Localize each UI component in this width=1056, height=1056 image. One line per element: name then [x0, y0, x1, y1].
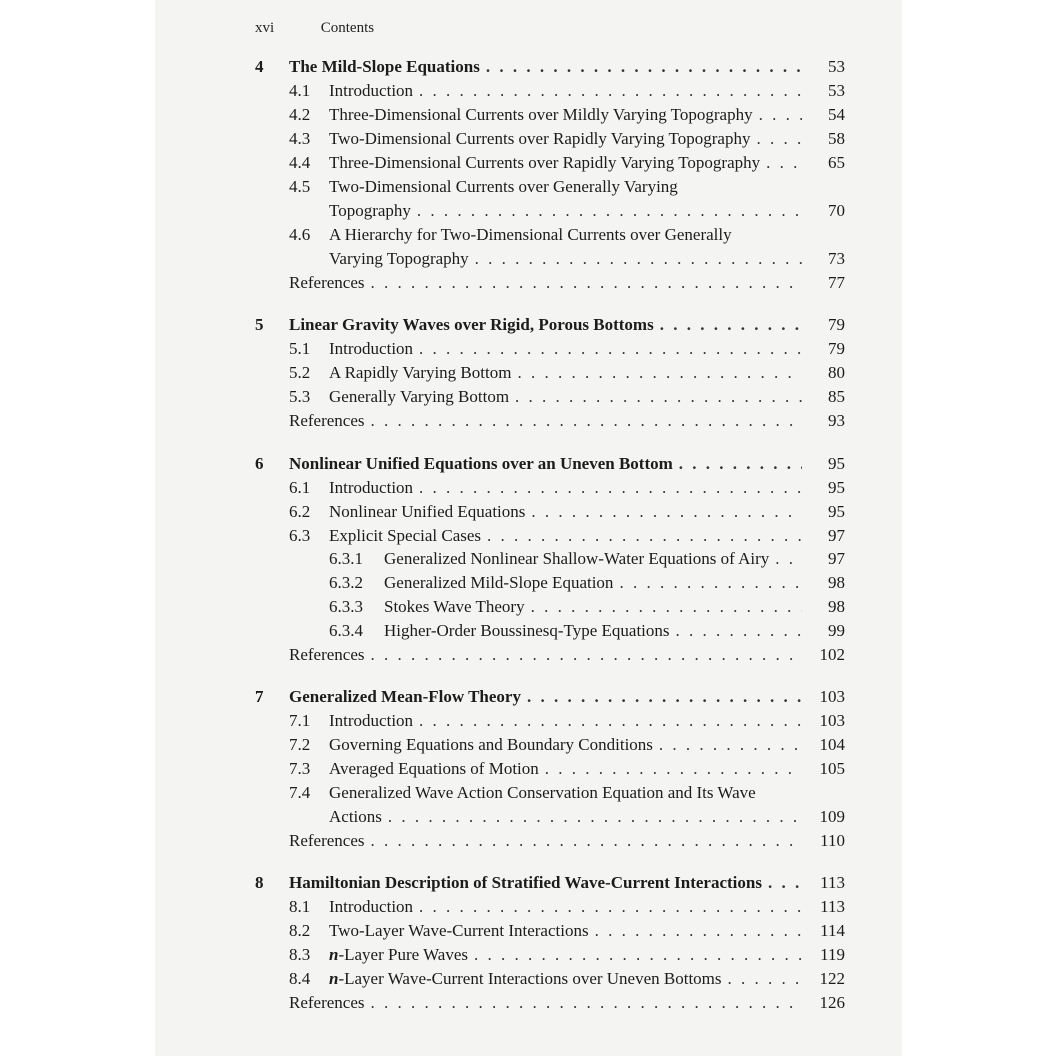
- toc-entry-title: Governing Equations and Boundary Conditions: [329, 735, 653, 754]
- toc-entry-row: [0, 547, 1056, 571]
- toc-page-number: 104: [819, 735, 845, 754]
- dot-leader: [728, 967, 802, 991]
- toc-page-number: 53: [828, 57, 845, 76]
- toc-entry-title: Actions: [329, 807, 382, 826]
- toc-entry-row: [0, 595, 1056, 619]
- toc-page-number: 98: [828, 597, 845, 616]
- toc-entry-row: [0, 476, 1056, 500]
- dot-leader: [527, 685, 802, 709]
- toc-entry-row: [0, 733, 1056, 757]
- dot-leader: [531, 500, 802, 524]
- dot-leader: [371, 271, 802, 295]
- toc-entry-row: [0, 223, 1056, 247]
- toc-entry-row: [0, 805, 1056, 829]
- toc-entry-title: Generalized Mild-Slope Equation: [384, 573, 614, 592]
- toc-entry-title: Generalized Mean-Flow Theory: [289, 687, 521, 706]
- toc-entry-number: 7.2: [289, 735, 311, 754]
- dot-leader: [545, 757, 802, 781]
- toc-entry-title: Introduction: [329, 711, 414, 730]
- toc-entry-row: [0, 103, 1056, 127]
- toc-entry-number: 4: [255, 57, 264, 76]
- toc-entry-row: [0, 385, 1056, 409]
- toc-entry-title: n-Layer Wave-Current Interactions over Uneven Bottoms: [329, 969, 722, 988]
- toc-entry-title: Generally Varying Bottom: [329, 387, 510, 406]
- toc-page-number: 105: [819, 759, 845, 778]
- toc-entry-row: [0, 757, 1056, 781]
- dot-leader: [775, 547, 802, 571]
- toc-page-number: 110: [820, 831, 845, 850]
- toc-entry-title: References: [289, 273, 365, 292]
- toc-entry-title: Explicit Special Cases: [329, 526, 482, 545]
- dot-leader: [486, 55, 802, 79]
- toc-page-number: 99: [828, 621, 845, 640]
- dot-leader: [515, 385, 802, 409]
- toc-entry-number: 6: [255, 454, 264, 473]
- toc-page-number: 113: [820, 873, 845, 892]
- dot-leader: [766, 151, 802, 175]
- toc-entry-row: [0, 619, 1056, 643]
- toc-page-number: 80: [828, 363, 845, 382]
- toc-entry-title: References: [289, 645, 365, 664]
- toc-entry-title: Varying Topography: [329, 249, 469, 268]
- toc-entry-number: 5.2: [289, 363, 311, 382]
- toc-entry-number: 8.2: [289, 921, 311, 940]
- dot-leader: [659, 733, 802, 757]
- toc-references-row: [0, 409, 1056, 433]
- toc-page-number: 102: [819, 645, 845, 664]
- toc-entry-title: Introduction: [329, 478, 414, 497]
- toc-entry-row: [0, 127, 1056, 151]
- toc-entry-number: 4.2: [289, 105, 311, 124]
- toc-page-number: 85: [828, 387, 845, 406]
- toc-entry-title: References: [289, 993, 365, 1012]
- dot-leader: [419, 709, 802, 733]
- toc-entry-title: References: [289, 411, 365, 430]
- dot-leader: [388, 805, 802, 829]
- toc-entry-number: 4.3: [289, 129, 311, 148]
- toc-entry-number: 7.1: [289, 711, 311, 730]
- toc-page-number: 73: [828, 249, 845, 268]
- toc-page-number: 97: [828, 549, 845, 568]
- toc-entry-number: 7: [255, 687, 264, 706]
- toc-page-number: 70: [828, 201, 845, 220]
- toc-page-number: 95: [828, 478, 845, 497]
- toc-page-number: 53: [828, 81, 845, 100]
- toc-page-number: 126: [819, 993, 845, 1012]
- toc-page-number: 97: [828, 526, 845, 545]
- toc-page-number: 103: [819, 711, 845, 730]
- toc-entry-number: 7.3: [289, 759, 311, 778]
- toc-entry-title: Higher-Order Boussinesq-Type Equations: [384, 621, 670, 640]
- toc-entry-title: Three-Dimensional Currents over Mildly Varying Topography: [329, 105, 753, 124]
- dot-leader: [595, 919, 802, 943]
- toc-page-number: 109: [819, 807, 845, 826]
- dot-leader: [419, 79, 802, 103]
- toc-entry-number: 4.4: [289, 153, 311, 172]
- toc-entry-number: 5: [255, 315, 264, 334]
- toc-entry-title: Three-Dimensional Currents over Rapidly Varying Topography: [329, 153, 761, 172]
- toc-page-number: 113: [820, 897, 845, 916]
- toc-entry-row: [0, 500, 1056, 524]
- toc-page-number: 122: [819, 969, 845, 988]
- toc-chapter-row: [0, 55, 1056, 79]
- toc-page-number: 79: [828, 315, 845, 334]
- toc-entry-row: [0, 361, 1056, 385]
- toc-entry-row: [0, 199, 1056, 223]
- toc-entry-number: 4.5: [289, 177, 311, 196]
- toc-chapter-row: [0, 452, 1056, 476]
- toc-entry-number: 8: [255, 873, 264, 892]
- toc-page-number: 93: [828, 411, 845, 430]
- dot-leader: [419, 895, 802, 919]
- toc-entry-title: Introduction: [329, 339, 414, 358]
- dot-leader: [679, 452, 802, 476]
- toc-entry-number: 6.2: [289, 502, 311, 521]
- toc-references-row: [0, 271, 1056, 295]
- toc-page-number: 95: [828, 502, 845, 521]
- dot-leader: [660, 313, 802, 337]
- toc-entry-title: A Hierarchy for Two-Dimensional Currents over Generally: [329, 225, 732, 244]
- toc-entry-number: 5.3: [289, 387, 311, 406]
- toc-entry-title: Hamiltonian Description of Stratified Wave-Current Interactions: [289, 873, 762, 892]
- toc-entry-number: 6.3.4: [329, 621, 363, 640]
- toc-page-number: 98: [828, 573, 845, 592]
- toc-entry-title: References: [289, 831, 365, 850]
- dot-leader: [759, 103, 802, 127]
- toc-chapter-row: [0, 685, 1056, 709]
- toc-entry-row: [0, 247, 1056, 271]
- toc-page-number: 103: [819, 687, 845, 706]
- toc-references-row: [0, 643, 1056, 667]
- toc-entry-row: [0, 919, 1056, 943]
- toc-page-number: 58: [828, 129, 845, 148]
- toc-entry-title: n-Layer Pure Waves: [329, 945, 469, 964]
- toc-entry-title: Stokes Wave Theory: [384, 597, 525, 616]
- toc-entry-row: [0, 79, 1056, 103]
- dot-leader: [768, 871, 802, 895]
- toc-page-number: 95: [828, 454, 845, 473]
- dot-leader: [619, 571, 802, 595]
- dot-leader: [419, 337, 802, 361]
- toc-entry-row: [0, 175, 1056, 199]
- toc-entry-title: A Rapidly Varying Bottom: [329, 363, 512, 382]
- toc-entry-title: Two-Dimensional Currents over Generally Varying: [329, 177, 678, 196]
- dot-leader: [419, 476, 802, 500]
- toc-entry-title: The Mild-Slope Equations: [289, 57, 480, 76]
- toc-entry-row: [0, 337, 1056, 361]
- dot-leader: [531, 595, 802, 619]
- header-title: Contents: [320, 20, 375, 36]
- dot-leader: [676, 619, 802, 643]
- toc-entry-number: 8.3: [289, 945, 311, 964]
- dot-leader: [756, 127, 802, 151]
- toc-entry-title: Averaged Equations of Motion: [329, 759, 539, 778]
- dot-leader: [474, 943, 802, 967]
- toc-entry-row: [0, 967, 1056, 991]
- toc-entry-title: Generalized Nonlinear Shallow-Water Equations of Airy: [384, 549, 770, 568]
- toc-entry-number: 6.1: [289, 478, 311, 497]
- dot-leader: [417, 199, 802, 223]
- dot-leader: [517, 361, 802, 385]
- toc-page-number: 54: [828, 105, 845, 124]
- toc-chapter-row: [0, 871, 1056, 895]
- toc-entry-title: Linear Gravity Waves over Rigid, Porous Bottoms: [289, 315, 654, 334]
- toc-entry-title: Two-Layer Wave-Current Interactions: [329, 921, 589, 940]
- toc-page-number: 119: [820, 945, 845, 964]
- toc-entry-title: Topography: [329, 201, 411, 220]
- toc-entry-number: 7.4: [289, 783, 311, 802]
- toc-entry-number: 6.3.3: [329, 597, 363, 616]
- dot-leader: [371, 991, 802, 1015]
- toc-entry-number: 5.1: [289, 339, 311, 358]
- dot-leader: [371, 643, 802, 667]
- toc-entry-row: [0, 571, 1056, 595]
- dot-leader: [371, 409, 802, 433]
- toc-entry-number: 4.1: [289, 81, 311, 100]
- toc-entry-title: Introduction: [329, 81, 414, 100]
- header-page-number: xvi: [255, 20, 275, 36]
- toc-entry-row: [0, 524, 1056, 548]
- dot-leader: [487, 524, 802, 548]
- toc-entry-row: [0, 895, 1056, 919]
- toc-references-row: [0, 829, 1056, 853]
- toc-entry-title: Introduction: [329, 897, 414, 916]
- toc-references-row: [0, 991, 1056, 1015]
- toc-entry-number: 6.3.2: [329, 573, 363, 592]
- dot-leader: [371, 829, 802, 853]
- toc-entry-number: 8.1: [289, 897, 311, 916]
- toc-page-number: 79: [828, 339, 845, 358]
- toc-chapter-row: [0, 313, 1056, 337]
- toc-entry-number: 4.6: [289, 225, 311, 244]
- toc-entry-number: 6.3: [289, 526, 311, 545]
- toc-entry-number: 6.3.1: [329, 549, 363, 568]
- toc-entry-title: Two-Dimensional Currents over Rapidly Varying Topography: [329, 129, 751, 148]
- toc-entry-title: Nonlinear Unified Equations: [329, 502, 526, 521]
- toc-entry-title: Generalized Wave Action Conservation Equation and Its Wave: [329, 783, 756, 802]
- toc-page-number: 114: [820, 921, 845, 940]
- toc-entry-row: [0, 709, 1056, 733]
- toc-entry-title: Nonlinear Unified Equations over an Uneven Bottom: [289, 454, 673, 473]
- toc-entry-number: 8.4: [289, 969, 311, 988]
- toc-page-number: 65: [828, 153, 845, 172]
- toc-page-number: 77: [828, 273, 845, 292]
- toc-entry-row: [0, 943, 1056, 967]
- toc-entry-row: [0, 151, 1056, 175]
- dot-leader: [475, 247, 802, 271]
- toc-entry-row: [0, 781, 1056, 805]
